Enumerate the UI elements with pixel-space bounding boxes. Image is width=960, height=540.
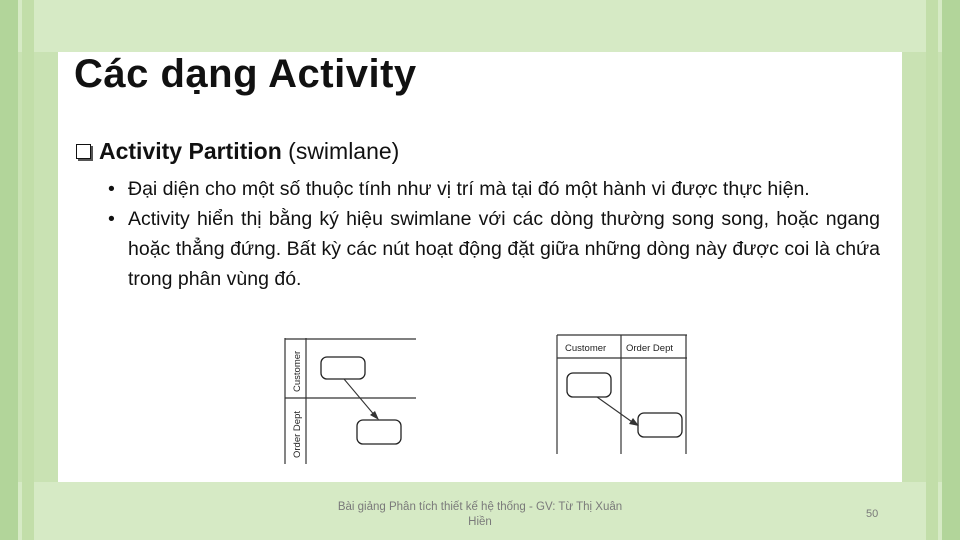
slide-title: Các dạng Activity (74, 52, 417, 96)
bullet-item (108, 204, 880, 294)
lane-label-customer: Customer (565, 343, 607, 354)
page-number: 50 (866, 508, 879, 520)
left-stripe-2 (22, 0, 34, 540)
lane-label-order-dept: Order Dept (292, 411, 303, 458)
bullet-dot-icon: • (108, 208, 115, 230)
vertical-swimlane-diagram (555, 334, 689, 456)
bullet-item (108, 174, 880, 204)
action-node (357, 420, 401, 444)
heading-normal: (swimlane) (281, 138, 400, 164)
bullet-text: Activity hiển thị bằng ký hiệu swimlane với các dòng thường song song, hoặc ngang hoặc thẳng đứng. Bất kỳ các nút hoạt động đặt giữa những dòng này được coi là chứa trong phân vùng đó. (128, 208, 880, 290)
heading-bold: Activity Partition (99, 138, 282, 164)
bullet-text: Đại diện cho một số thuộc tính như vị trí mà tại đó một hành vi được thực hiện. (128, 178, 810, 200)
right-stripe (942, 0, 960, 540)
right-stripe-2 (926, 0, 938, 540)
action-node (321, 357, 365, 379)
bullet-dot-icon: • (108, 178, 115, 200)
action-node (567, 373, 611, 397)
section-heading (76, 138, 399, 165)
lane-label-order-dept: Order Dept (626, 343, 673, 354)
lane-label-customer: Customer (292, 350, 303, 392)
flow-arrow (597, 397, 635, 424)
action-node (638, 413, 682, 437)
top-band (0, 0, 960, 52)
bullet-list (108, 174, 880, 294)
horizontal-swimlane-diagram (284, 338, 418, 464)
footer-text: Bài giảng Phân tích thiết kế hệ thống - GV: Từ Thị Xuân Hiền (337, 501, 623, 528)
arrowhead-icon (370, 411, 379, 420)
checkbox-icon (76, 144, 91, 159)
left-stripe (0, 0, 18, 540)
